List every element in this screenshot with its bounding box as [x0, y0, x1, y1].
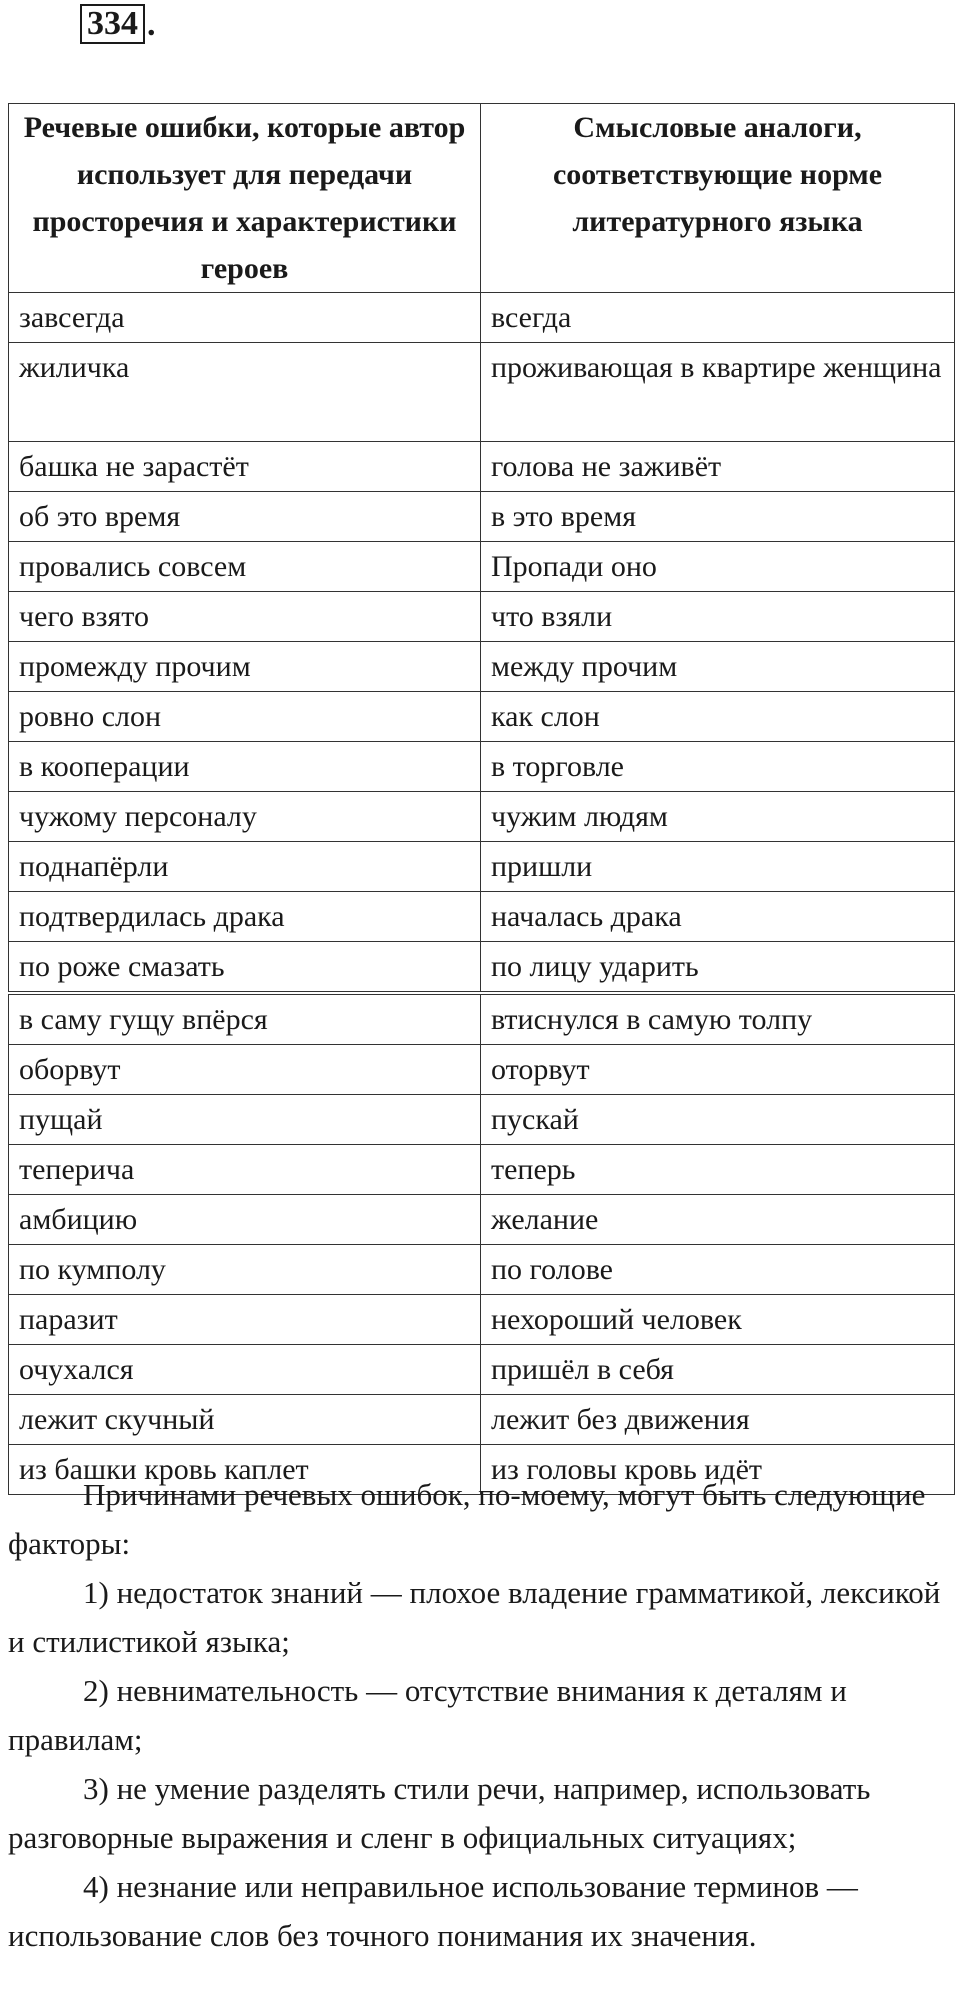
header-literary-analogues: Смысловые аналоги, соответствующие норме литературного языка [481, 104, 955, 293]
literary-norm-cell: всегда [481, 293, 955, 343]
speech-error-cell: лежит скучный [9, 1395, 481, 1445]
cause-item: 4) незнание или неправильное использование терминов — использование слов без точного понимания их значения. [8, 1869, 858, 1953]
table-body [9, 293, 955, 1495]
speech-error-cell: об это время [9, 492, 481, 542]
literary-norm-cell: как слон [481, 692, 955, 742]
speech-error-cell: по роже смазать [9, 942, 481, 994]
table-row [9, 842, 955, 892]
literary-norm-cell: Пропади оно [481, 542, 955, 592]
table-row [9, 293, 955, 343]
speech-error-cell: в саму гущу впёрся [9, 993, 481, 1045]
literary-norm-cell: чужим людям [481, 792, 955, 842]
literary-norm-cell: проживающая в квартире женщина [481, 343, 955, 442]
header-speech-errors: Речевые ошибки, которые автор использует для передачи просторечия и характеристики героев [9, 104, 481, 293]
speech-error-cell: в кооперации [9, 742, 481, 792]
table-row [9, 1045, 955, 1095]
speech-error-cell: башка не зарастёт [9, 442, 481, 492]
task-number: 334 [80, 4, 145, 44]
speech-error-cell: жиличка [9, 343, 481, 442]
table-row [9, 692, 955, 742]
cause-item: 2) невнимательность — отсутствие внимания к деталям и правилам; [8, 1673, 847, 1757]
literary-norm-cell: что взяли [481, 592, 955, 642]
causes-text [8, 1470, 954, 1960]
table-row [9, 1295, 955, 1345]
table-row [9, 1095, 955, 1145]
literary-norm-cell: голова не заживёт [481, 442, 955, 492]
table-row [9, 442, 955, 492]
literary-norm-cell: началась драка [481, 892, 955, 942]
speech-error-cell: из башки кровь каплет [9, 1445, 481, 1495]
speech-error-cell: завсегда [9, 293, 481, 343]
speech-error-cell: теперича [9, 1145, 481, 1195]
literary-norm-cell: между прочим [481, 642, 955, 692]
speech-error-cell: по кумполу [9, 1245, 481, 1295]
speech-error-cell: очухался [9, 1345, 481, 1395]
literary-norm-cell: лежит без движения [481, 1395, 955, 1445]
literary-norm-cell: желание [481, 1195, 955, 1245]
table-row [9, 1395, 955, 1445]
table-row [9, 1145, 955, 1195]
table-row [9, 1195, 955, 1245]
literary-norm-cell: нехороший человек [481, 1295, 955, 1345]
speech-error-cell: чего взято [9, 592, 481, 642]
speech-error-cell: промежду прочим [9, 642, 481, 692]
table-row [9, 592, 955, 642]
speech-error-cell: ровно слон [9, 692, 481, 742]
literary-norm-cell: из головы кровь идёт [481, 1445, 955, 1495]
literary-norm-cell: пришли [481, 842, 955, 892]
table-row [9, 892, 955, 942]
cause-item: 1) недостаток знаний — плохое владение грамматикой, лексикой и стилистикой языка; [8, 1575, 941, 1659]
causes-intro: Причинами речевых ошибок, по-моему, могут быть следующие факторы: [8, 1477, 926, 1561]
literary-norm-cell: по лицу ударить [481, 942, 955, 994]
speech-error-cell: поднапёрли [9, 842, 481, 892]
table-row [9, 343, 955, 442]
table-row [9, 742, 955, 792]
table-header-row [9, 104, 955, 293]
speech-error-cell: амбицию [9, 1195, 481, 1245]
speech-error-cell: паразит [9, 1295, 481, 1345]
literary-norm-cell: пускай [481, 1095, 955, 1145]
literary-norm-cell: оторвут [481, 1045, 955, 1095]
task-number-dot: . [147, 6, 156, 43]
speech-errors-table [8, 103, 955, 1495]
task-number-badge [80, 4, 156, 44]
speech-error-cell: провались совсем [9, 542, 481, 592]
literary-norm-cell: пришёл в себя [481, 1345, 955, 1395]
table-row [9, 492, 955, 542]
literary-norm-cell: теперь [481, 1145, 955, 1195]
speech-error-cell: пущай [9, 1095, 481, 1145]
literary-norm-cell: в это время [481, 492, 955, 542]
table-row [9, 1245, 955, 1295]
speech-error-cell: оборвут [9, 1045, 481, 1095]
table-row [9, 542, 955, 592]
literary-norm-cell: в торговле [481, 742, 955, 792]
table-row [9, 942, 955, 994]
cause-item: 3) не умение разделять стили речи, например, использовать разговорные выражения и сленг в официальных ситуациях; [8, 1771, 871, 1855]
table-row [9, 993, 955, 1045]
table-row [9, 792, 955, 842]
speech-error-cell: подтвердилась драка [9, 892, 481, 942]
table-row [9, 642, 955, 692]
literary-norm-cell: втиснулся в самую толпу [481, 993, 955, 1045]
table-row [9, 1345, 955, 1395]
speech-error-cell: чужому персоналу [9, 792, 481, 842]
literary-norm-cell: по голове [481, 1245, 955, 1295]
